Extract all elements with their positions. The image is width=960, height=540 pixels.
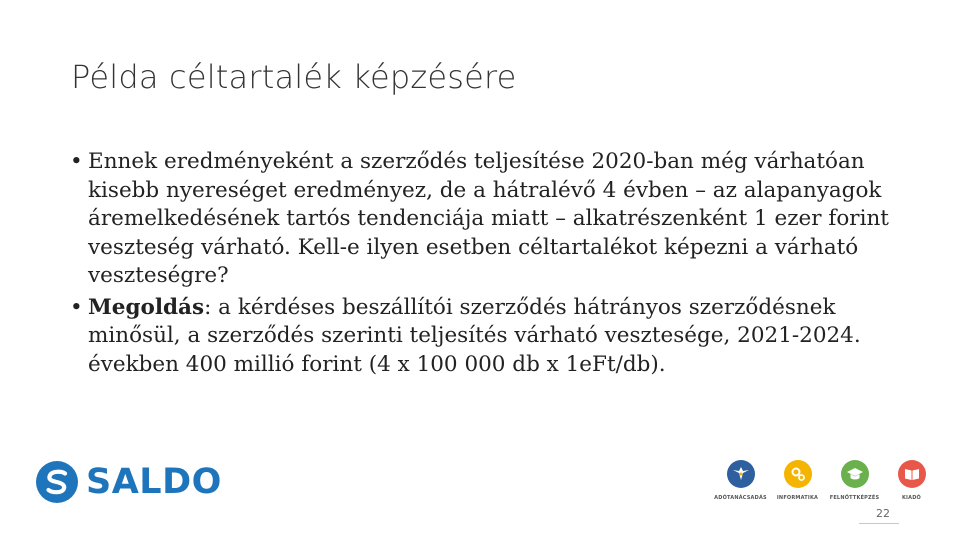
service-label: ADÓTANÁCSADÁS xyxy=(714,495,767,501)
service-label: FELNŐTTKÉPZÉS xyxy=(829,495,880,501)
bullet-marker: • xyxy=(70,149,83,174)
eagle-icon xyxy=(727,460,755,488)
service-label: KIADÓ xyxy=(901,495,921,501)
bullet-marker: • xyxy=(70,294,83,320)
saldo-logo xyxy=(34,459,222,505)
page-number-underline xyxy=(859,523,899,524)
bullet-item xyxy=(70,148,890,291)
slide-body xyxy=(70,148,890,382)
service-item xyxy=(883,460,940,501)
bullet-item xyxy=(70,294,890,380)
slide-title: Példa céltartalék képzésére xyxy=(71,58,517,96)
service-label: INFORMATIKA xyxy=(776,495,819,501)
book-icon xyxy=(898,460,926,488)
service-item xyxy=(826,460,883,501)
bullet-text: Ennek eredményeként a szerződés teljesítése 2020-ban még várhatóan kisebb nyereséget eredményez, de a hátralévő 4 évben – az alapanyagok áremelkedésének tartós tendenciája miatt – alkatrészenként 1 ezer forint veszteség várható. Kell-e ilyen esetben céltartalékot képezni a várható veszteségre? xyxy=(88,149,889,288)
service-item xyxy=(769,460,826,501)
gears-icon xyxy=(784,460,812,488)
logo-wordmark: SALDO xyxy=(86,462,222,502)
bullet-text: : a kérdéses beszállítói szerződés hátrányos szerződésnek minősül, a szerződés szerinti teljesítés várható vesztesége, 2021-2024. években 400 millió forint (4 x 100 000 db x 1eFt/db). xyxy=(88,294,861,377)
page-number: 22 xyxy=(876,507,890,520)
saldo-s-icon xyxy=(34,459,80,505)
bullet-bold-text: Megoldás xyxy=(88,294,205,320)
graduation-cap-icon xyxy=(841,460,869,488)
service-item xyxy=(712,460,769,501)
service-icons xyxy=(712,460,940,505)
